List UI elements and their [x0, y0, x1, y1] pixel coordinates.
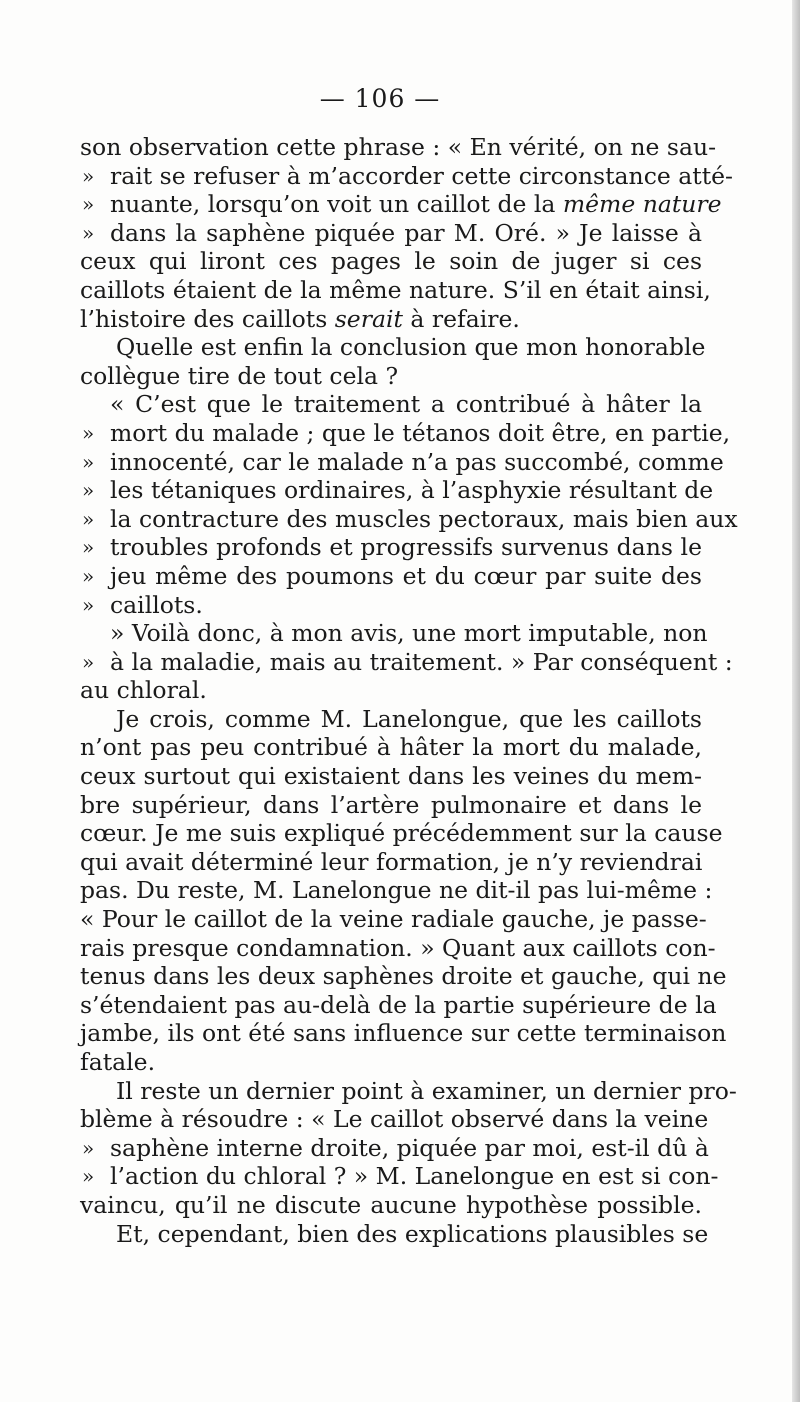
quote-mark: »: [82, 592, 95, 617]
quote-mark: »: [82, 420, 95, 445]
text-line: » troubles profonds et progressifs survenus dans le: [82, 533, 702, 562]
text-line: » mort du malade ; que le tétanos doit être, en partie,: [82, 418, 731, 447]
text-line: » dans la saphène piquée par M. Oré. » Je laisse à: [82, 218, 702, 247]
text-line: » innocenté, car le malade n’a pas succombé, comme: [82, 447, 724, 476]
text-line: » la contracture des muscles pectoraux, mais bien aux: [82, 504, 738, 533]
page-number: — 106 —: [319, 84, 441, 113]
text-line: son observation cette phrase : « En vérité, on ne sau-: [80, 133, 717, 161]
text-line: jambe, ils ont été sans influence sur cette terminaison: [80, 1019, 727, 1048]
text-line: tenus dans les deux saphènes droite et gauche, qui ne: [80, 962, 727, 991]
quote-mark: »: [82, 220, 95, 245]
text-line: » nuante, lorsqu’on voit un caillot de la même nature: [82, 190, 722, 219]
text-line: ceux qui liront ces pages le soin de juger si ces: [80, 247, 702, 276]
text-line: » saphène interne droite, piquée par moi, est-il dû à: [82, 1133, 709, 1162]
text-line: Il reste un dernier point à examiner, un dernier pro-: [116, 1076, 737, 1105]
text-line: au chloral.: [80, 676, 207, 705]
quote-mark: »: [82, 163, 95, 188]
text-line: ceux surtout qui existaient dans les veines du mem-: [80, 762, 702, 791]
text-line: n’ont pas peu contribué à hâter la mort du malade,: [80, 733, 702, 762]
text-line: » Voilà donc, à mon avis, une mort imputable, non: [110, 619, 708, 648]
quote-mark: »: [82, 1164, 95, 1189]
text-line: blème à résoudre : « Le caillot observé dans la veine: [80, 1105, 709, 1134]
text-line: » caillots.: [82, 590, 203, 619]
quote-mark: »: [82, 449, 95, 474]
text-line: pas. Du reste, M. Lanelongue ne dit-il pas lui-même :: [80, 876, 713, 905]
text-line: » les tétaniques ordinaires, à l’asphyxie résultant de: [82, 476, 714, 505]
text-line: Quelle est enfin la conclusion que mon honorable: [116, 333, 706, 362]
quote-mark: »: [82, 649, 95, 674]
text-line: cœur. Je me suis expliqué précédemment sur la cause: [80, 819, 723, 848]
text-line: caillots étaient de la même nature. S’il en était ainsi,: [80, 275, 711, 304]
text-line: » jeu même des poumons et du cœur par suite des: [82, 561, 702, 590]
quote-mark: »: [82, 535, 95, 560]
text-line: Je crois, comme M. Lanelongue, que les caillots: [116, 704, 702, 733]
text-line: bre supérieur, dans l’artère pulmonaire et dans le: [80, 790, 702, 819]
text-line: l’histoire des caillots serait à refaire.: [80, 304, 520, 333]
text-line: qui avait déterminé leur formation, je n’y reviendrai: [80, 847, 703, 876]
text-line: » rait se refuser à m’accorder cette circonstance atté-: [82, 161, 733, 190]
text-line: Et, cependant, bien des explications plausibles se: [116, 1219, 709, 1248]
text-line: vaincu, qu’il ne discute aucune hypothèse possible.: [80, 1190, 702, 1219]
text-line: fatale.: [80, 1048, 156, 1076]
quote-mark: »: [82, 563, 95, 588]
quote-mark: »: [82, 478, 95, 503]
text-line: collègue tire de tout cela ?: [80, 361, 399, 390]
quote-mark: »: [82, 192, 95, 217]
quote-mark: »: [82, 1135, 95, 1160]
text-line: » l’action du chloral ? » M. Lanelongue en est si con-: [82, 1162, 719, 1191]
text-line: « C’est que le traitement a contribué à hâter la: [110, 390, 702, 419]
body-text: [80, 133, 738, 1248]
quote-mark: »: [82, 506, 95, 531]
text-line: s’étendaient pas au-delà de la partie supérieure de la: [80, 990, 717, 1019]
text-line: rais presque condamnation. » Quant aux caillots con-: [80, 933, 716, 962]
text-line: » à la maladie, mais au traitement. » Par conséquent :: [82, 647, 733, 676]
text-line: « Pour le caillot de la veine radiale gauche, je passe-: [80, 905, 707, 934]
page-edge: [792, 0, 800, 1402]
